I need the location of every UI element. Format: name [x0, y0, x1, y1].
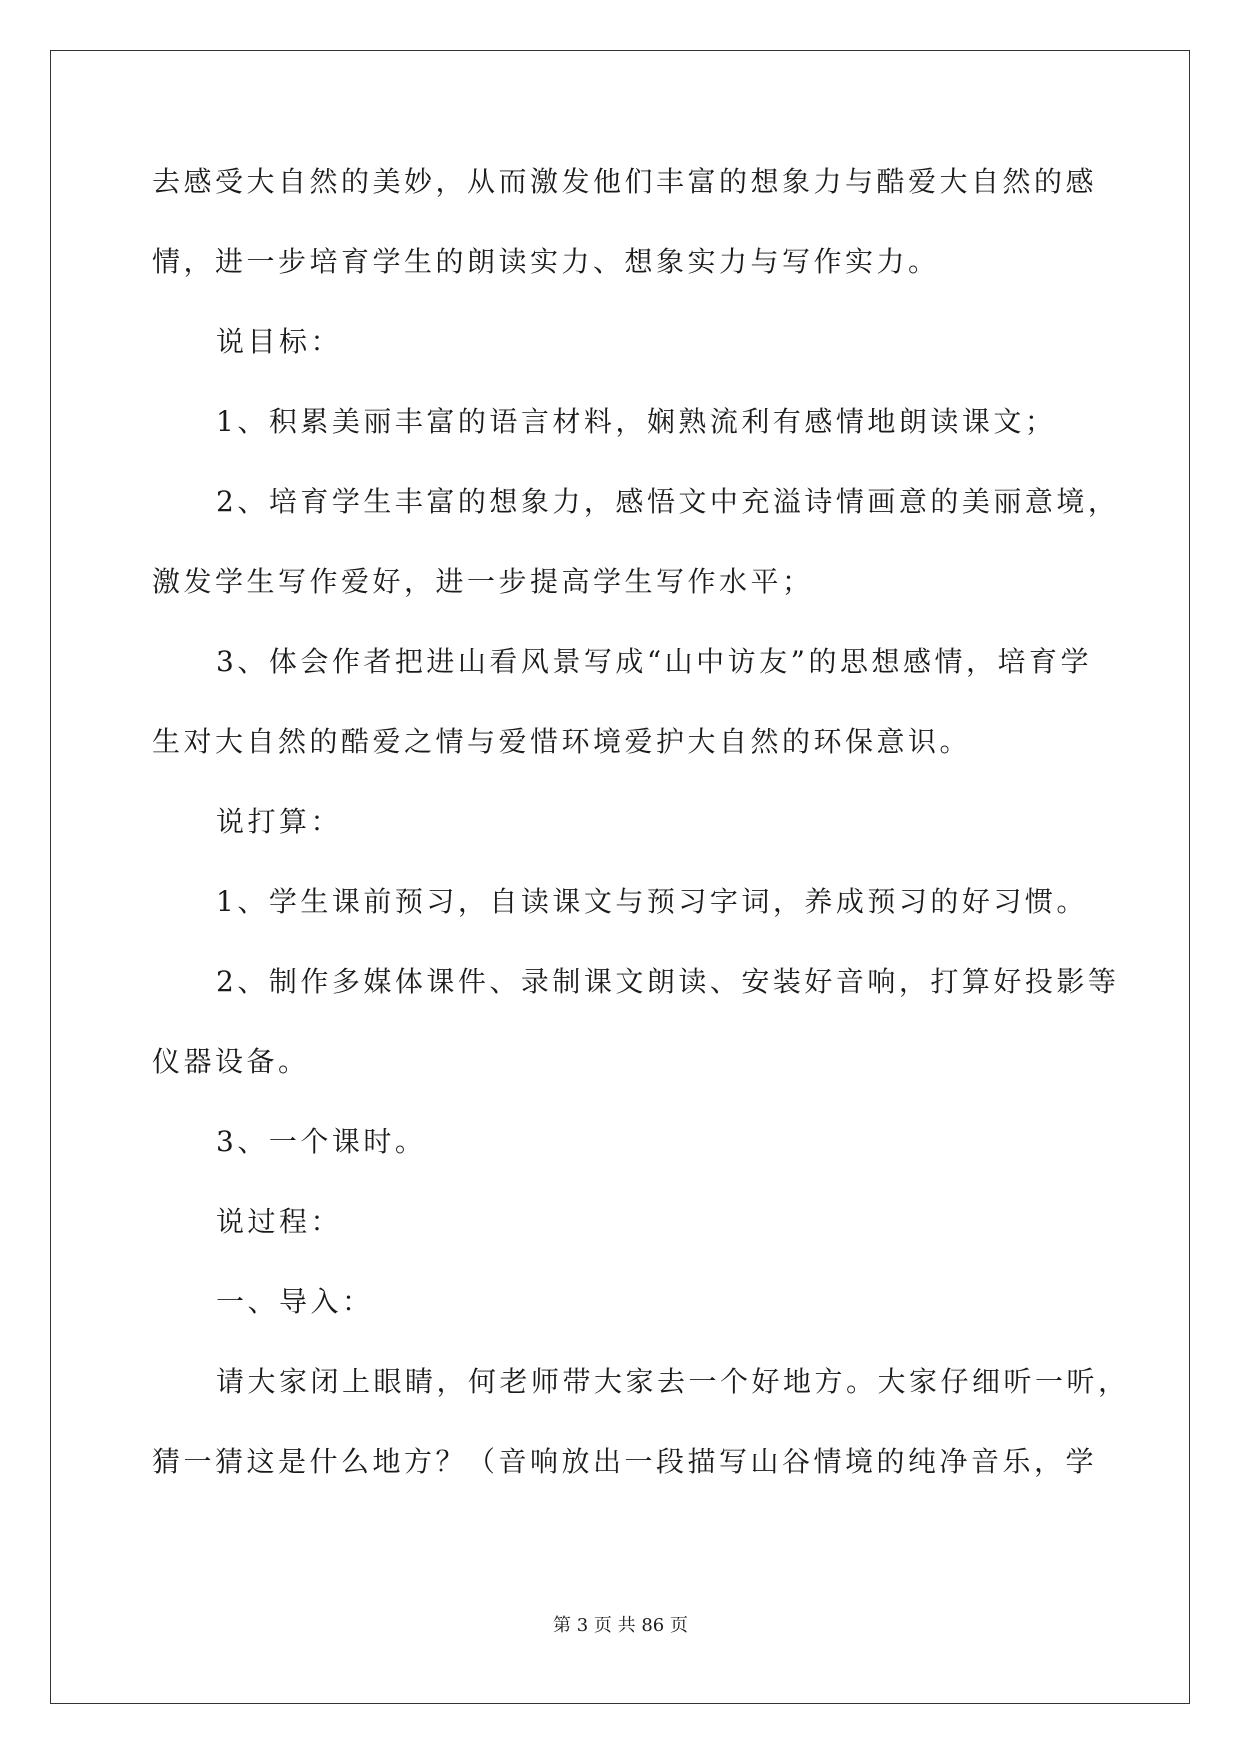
text-line: 激发学生写作爱好，进一步提高学生写作水平；	[152, 565, 814, 598]
text-line: 3、体会作者把进山看风景写成“山中访友”的思想感情，培育学	[216, 645, 1092, 678]
text-line: 3、一个课时。	[216, 1125, 427, 1158]
text-line: 2、培育学生丰富的想象力，感悟文中充溢诗情画意的美丽意境，	[216, 485, 1120, 518]
text-line: 仪器设备。	[152, 1045, 310, 1078]
text-line: 1、积累美丽丰富的语言材料，娴熟流利有感情地朗读课文；	[216, 405, 1057, 438]
text-line: 1、学生课前预习，自读课文与预习字词，养成预习的好习惯。	[216, 885, 1088, 918]
section-heading: 说打算：	[216, 805, 343, 838]
text-line: 猜一猜这是什么地方？（音响放出一段描写山谷情境的纯净音乐，学	[152, 1445, 1098, 1478]
section-heading: 说目标：	[216, 325, 343, 358]
text-line: 生对大自然的酷爱之情与爱惜环境爱护大自然的环保意识。	[152, 725, 972, 758]
text-line: 情，进一步培育学生的朗读实力、想象实力与写作实力。	[152, 245, 940, 278]
text-line: 请大家闭上眼睛，何老师带大家去一个好地方。大家仔细听一听，	[216, 1365, 1130, 1398]
page-number: 第 3 页 共 86 页	[553, 1615, 688, 1636]
section-heading: 说过程：	[216, 1205, 343, 1238]
text-line: 去感受大自然的美妙，从而激发他们丰富的想象力与酷爱大自然的感	[152, 165, 1098, 198]
section-heading: 一、导入：	[216, 1285, 374, 1318]
text-line: 2、制作多媒体课件、录制课文朗读、安装好音响，打算好投影等	[216, 965, 1120, 998]
